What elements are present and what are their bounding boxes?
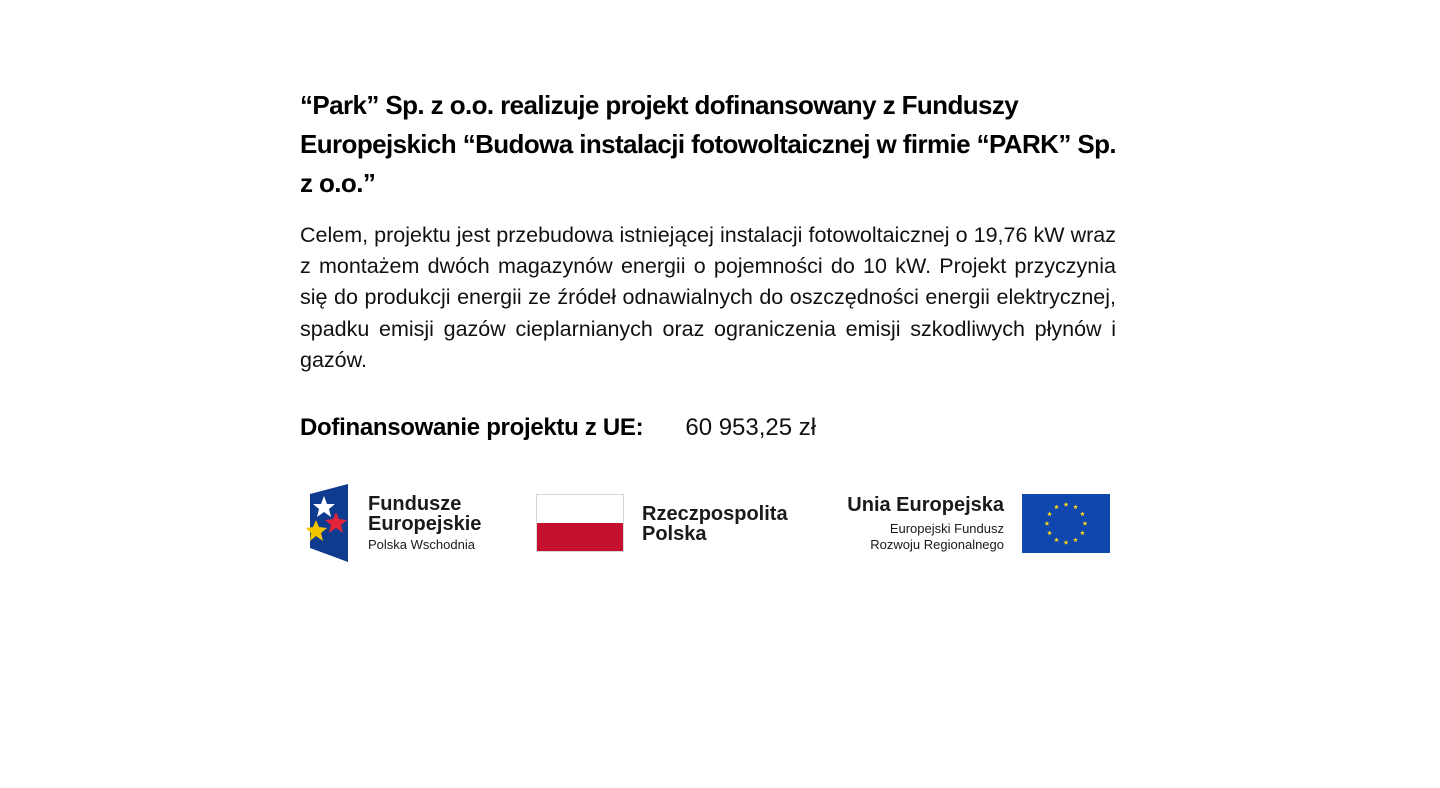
fundusze-europejskie-star-icon	[306, 482, 350, 562]
logo-bar	[300, 480, 1116, 570]
polish-flag-icon	[536, 494, 624, 552]
funding-value: 60 953,25 zł	[685, 414, 817, 442]
unia-line1: Unia Europejska	[847, 494, 1004, 516]
project-description: Celem, projektu jest przebudowa istniejącej instalacji fotowoltaicznej o 19,76 kW wraz z montażem dwóch magazynów energii o pojemności do 10 kW. Projekt przyczynia się do produkcji energii ze źródeł odnawialnych do oszczędności energii elektrycznej, spadku emisji gazów cieplarnianych oraz ograniczenia emisji szkodliwych płynów i gazów.	[300, 223, 1116, 372]
fundusze-line2: Europejskie	[368, 513, 482, 535]
funding-label: Dofinansowanie projektu z UE:	[300, 414, 644, 442]
unia-line2: Europejski Fundusz	[889, 521, 1004, 536]
page-title: “Park” Sp. z o.o. realizuje projekt dofinansowany z Funduszy Europejskich “Budowa instalacji fotowoltaicznej w firmie “PARK” Sp. z o.o.”	[300, 90, 1117, 198]
rzeczpospolita-polska-logo	[536, 480, 796, 570]
unia-europejska-logo	[844, 480, 1110, 570]
fundusze-line3: Polska Wschodnia	[368, 537, 475, 552]
rzeczpospolita-line2: Polska	[642, 523, 707, 545]
unia-line3: Rozwoju Regionalnego	[870, 537, 1004, 552]
rzeczpospolita-line1: Rzeczpospolita	[642, 503, 788, 525]
fundusze-europejskie-logo	[306, 480, 496, 570]
fundusze-line1: Fundusze	[368, 493, 462, 515]
eu-flag-icon	[1022, 494, 1110, 553]
project-info	[300, 86, 1116, 442]
funding-row	[300, 414, 1116, 442]
